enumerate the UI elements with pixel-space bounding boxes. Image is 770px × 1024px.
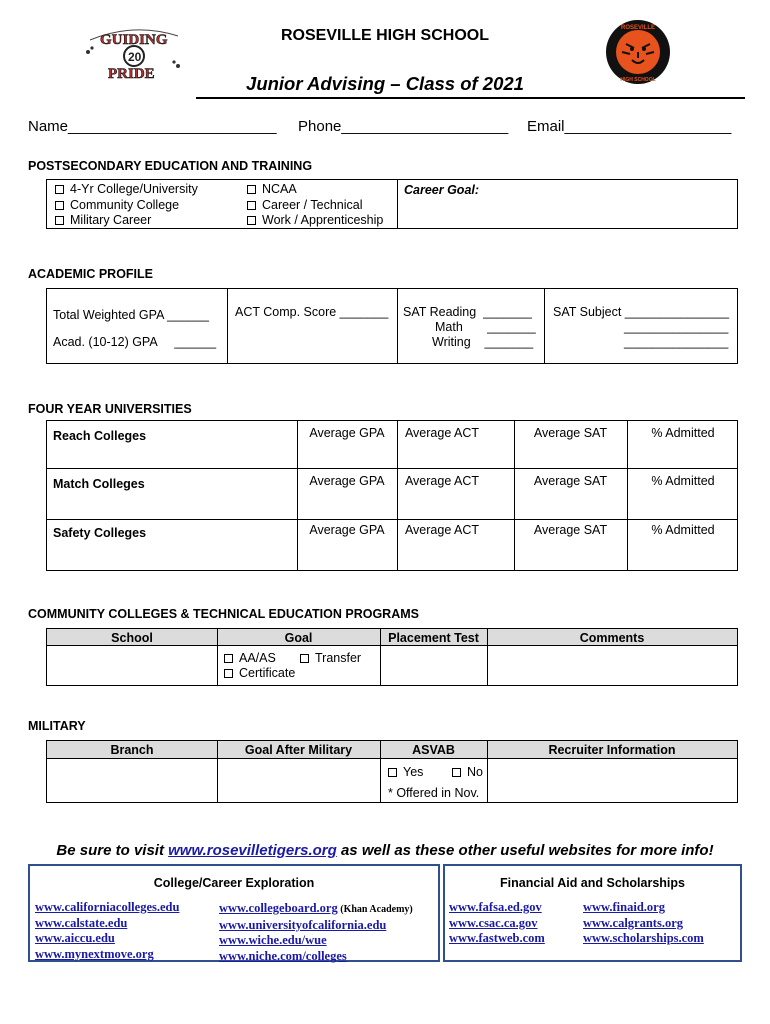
act-score-field[interactable]: ACT Comp. Score _______ [235, 305, 389, 319]
phone-field[interactable]: Phone____________________ [298, 118, 509, 135]
checkbox-icon[interactable] [55, 216, 64, 225]
academic-box [46, 288, 738, 364]
academic-divider-2 [397, 289, 398, 363]
financial-box [443, 864, 742, 962]
match-colleges-label: Match Colleges [53, 477, 145, 491]
academic-divider-1 [227, 289, 228, 363]
sat-subject-line-2[interactable]: _______________ [624, 320, 729, 334]
checkbox-icon[interactable] [224, 669, 233, 678]
exploration-col2 [219, 900, 413, 964]
header-rule [196, 97, 745, 99]
avg-sat-header: Average SAT [533, 523, 608, 537]
school-name: ROSEVILLE HIGH SCHOOL [280, 27, 489, 44]
scholarships-link[interactable]: www.scholarships.com [583, 931, 704, 945]
niche-link[interactable]: www.niche.com/colleges [219, 948, 347, 963]
avg-gpa-header: Average GPA [309, 523, 385, 537]
comments-header: Comments [579, 631, 645, 645]
khan-academy-note: (Khan Academy) [337, 904, 413, 915]
goal-header: Goal [284, 631, 313, 645]
uni-col-divider [627, 421, 628, 570]
exploration-col1 [35, 900, 179, 962]
mynextmove-link[interactable]: www.mynextmove.org [35, 946, 154, 961]
community-table [46, 628, 738, 686]
postsecondary-title: POSTSECONDARY EDUCATION AND TRAINING [28, 159, 313, 173]
sat-subject-field[interactable]: SAT Subject _______________ [553, 305, 730, 319]
visit-prefix: Be sure to visit [56, 842, 169, 859]
collegeboard-link[interactable]: www.collegeboard.org [219, 901, 338, 915]
safety-colleges-label: Safety Colleges [53, 526, 147, 540]
calgrants-link[interactable]: www.calgrants.org [583, 915, 683, 930]
career-goal-label[interactable]: Career Goal: [404, 183, 480, 197]
fastweb-link[interactable]: www.fastweb.com [449, 931, 545, 945]
uni-row-divider [47, 519, 737, 520]
postsecondary-options-col2 [247, 182, 383, 229]
uni-row-divider [47, 468, 737, 469]
postsecondary-box [46, 179, 738, 229]
pct-admitted-header: % Admitted [651, 474, 715, 488]
logo-guiding-text: GUIDING [100, 32, 168, 48]
logo-number-text: 20 [128, 50, 142, 64]
tiger-logo-top-text: ROSEVILLE [620, 25, 656, 31]
option-4yr-college[interactable]: 4-Yr College/University [55, 182, 198, 198]
pct-admitted-header: % Admitted [651, 523, 715, 537]
goal-after-military-header: Goal After Military [244, 743, 353, 757]
total-gpa-field[interactable]: Total Weighted GPA ______ [53, 308, 209, 322]
option-career-technical[interactable]: Career / Technical [247, 198, 383, 214]
finaid-link[interactable]: www.finaid.org [583, 900, 665, 914]
option-military-career[interactable]: Military Career [55, 213, 198, 229]
email-field[interactable]: Email____________________ [527, 118, 732, 135]
financial-title: Financial Aid and Scholarships [500, 876, 685, 890]
sat-math-field[interactable]: Math _______ [435, 320, 536, 334]
uni-col-divider [297, 421, 298, 570]
military-title: MILITARY [28, 719, 86, 733]
universities-title: FOUR YEAR UNIVERSITIES [28, 402, 192, 416]
school-header: School [111, 631, 153, 645]
californiacolleges-link[interactable]: www.californiacolleges.edu [35, 900, 180, 914]
option-community-college[interactable]: Community College [55, 198, 198, 214]
asvab-note: * Offered in Nov. [388, 786, 480, 800]
financial-col1 [449, 900, 545, 947]
option-aa-as[interactable]: AA/AS [224, 651, 276, 665]
avg-gpa-header: Average GPA [309, 474, 385, 488]
checkbox-icon[interactable] [247, 216, 256, 225]
fafsa-link[interactable]: www.fafsa.ed.gov [449, 900, 542, 914]
checkbox-icon[interactable] [224, 654, 233, 663]
exploration-title: College/Career Exploration [153, 876, 315, 890]
academic-divider-3 [544, 289, 545, 363]
csac-link[interactable]: www.csac.ca.gov [449, 915, 538, 930]
sat-writing-field[interactable]: Writing _______ [432, 335, 534, 349]
sat-subject-line-3[interactable]: _______________ [624, 335, 729, 349]
avg-act-header: Average ACT [404, 474, 480, 488]
recruiter-info-header: Recruiter Information [548, 743, 676, 757]
checkbox-icon[interactable] [300, 654, 309, 663]
financial-col2 [583, 900, 704, 947]
option-ncaa[interactable]: NCAA [247, 182, 383, 198]
checkbox-icon[interactable] [55, 185, 64, 194]
checkbox-icon[interactable] [247, 185, 256, 194]
tiger-logo [604, 18, 672, 86]
exploration-box [28, 864, 440, 962]
career-goal-divider [397, 180, 398, 228]
universities-table [46, 420, 738, 571]
asvab-yes-option[interactable]: Yes [388, 765, 423, 779]
academic-title: ACADEMIC PROFILE [28, 267, 153, 281]
aiccu-link[interactable]: www.aiccu.edu [35, 931, 115, 945]
avg-gpa-header: Average GPA [309, 426, 385, 440]
tiger-logo-bottom-text: HIGH SCHOOL [620, 77, 656, 83]
roseville-tigers-link[interactable]: www.rosevilletigers.org [168, 842, 337, 859]
military-table [46, 740, 738, 803]
reach-colleges-label: Reach Colleges [53, 429, 147, 443]
sat-reading-field[interactable]: SAT Reading _______ [403, 305, 532, 319]
paw-logo-icon [78, 22, 190, 84]
placement-test-header: Placement Test [388, 631, 479, 645]
checkbox-icon[interactable] [388, 768, 397, 777]
avg-act-header: Average ACT [404, 426, 480, 440]
tiger-icon [604, 18, 672, 86]
page-title: Junior Advising – Class of 2021 [246, 73, 524, 94]
uni-col-divider [397, 421, 398, 570]
postsecondary-options-col1 [55, 182, 198, 229]
checkbox-icon[interactable] [452, 768, 461, 777]
branch-header: Branch [110, 743, 154, 757]
avg-act-header: Average ACT [404, 523, 480, 537]
guiding-pride-logo [78, 22, 190, 84]
uni-col-divider [514, 421, 515, 570]
option-certificate[interactable]: Certificate [224, 666, 295, 680]
community-title: COMMUNITY COLLEGES & TECHNICAL EDUCATION PROGRAMS [28, 607, 419, 621]
universityofcalifornia-link[interactable]: www.universityofcalifornia.edu [219, 917, 387, 932]
checkbox-icon[interactable] [247, 201, 256, 210]
calstate-link[interactable]: www.calstate.edu [35, 915, 128, 930]
name-field[interactable]: Name_________________________ [28, 118, 277, 135]
avg-sat-header: Average SAT [533, 474, 608, 488]
logo-pride-text: PRIDE [108, 66, 155, 82]
asvab-header: ASVAB [412, 743, 455, 757]
option-transfer[interactable]: Transfer [300, 651, 361, 665]
wiche-link[interactable]: www.wiche.edu/wue [219, 933, 327, 947]
asvab-no-option[interactable]: No [452, 765, 483, 779]
option-work-apprenticeship[interactable]: Work / Apprenticeship [247, 213, 383, 229]
visit-suffix: as well as these other useful websites for more info! [336, 842, 714, 859]
acad-gpa-field[interactable]: Acad. (10-12) GPA ______ [53, 335, 217, 349]
pct-admitted-header: % Admitted [651, 426, 715, 440]
avg-sat-header: Average SAT [533, 426, 608, 440]
visit-banner [0, 842, 770, 859]
checkbox-icon[interactable] [55, 201, 64, 210]
